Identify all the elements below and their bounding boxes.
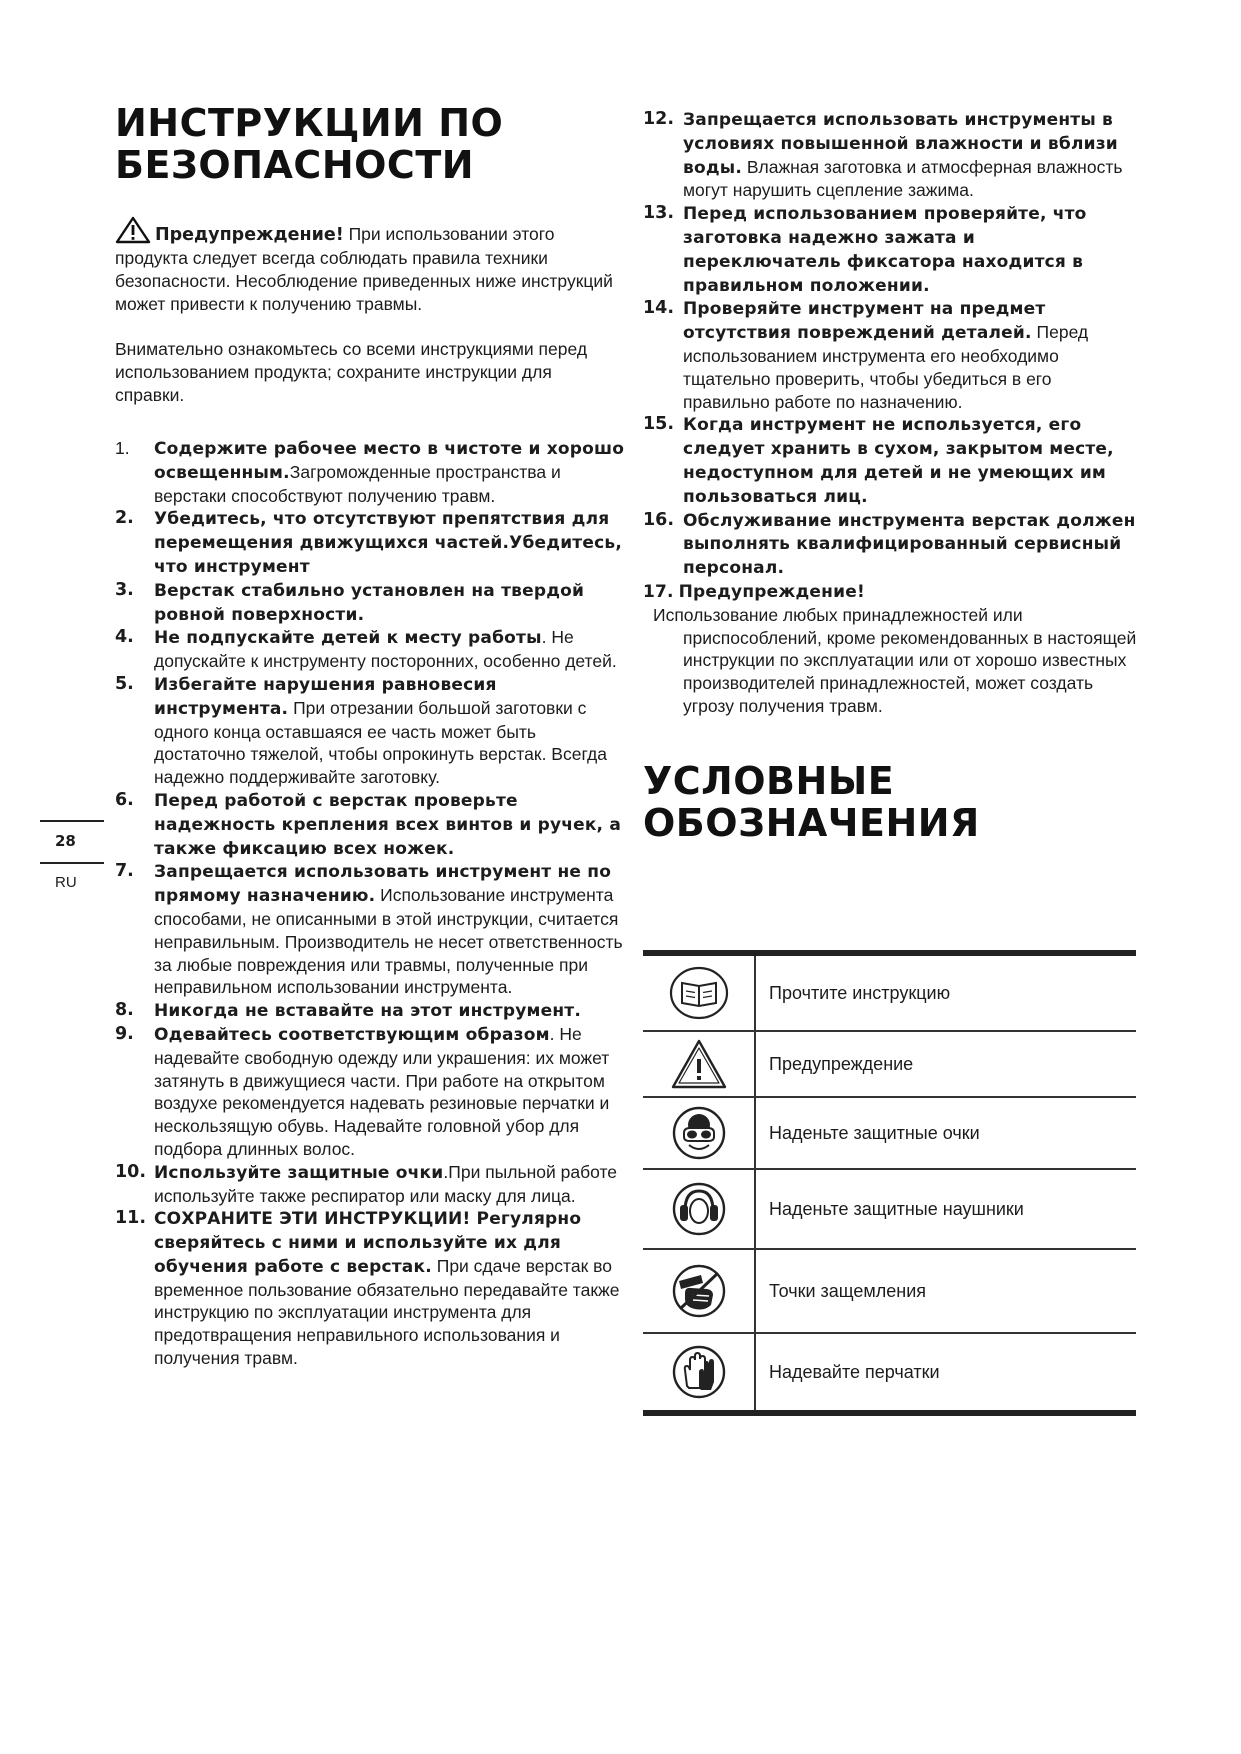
list-item: 9. Одевайтесь соответствующим образом. Не надевайте свободную одежду или украшения: их может затянуть в движущиеся части. При работе на открытом воздухе рекомендуется надевать резиновые перчатки и нескользящую обувь. Надевайте головной убор для подбора длинных волос. <box>115 1023 610 1159</box>
list-item: 4. Не подпускайте детей к месту работы. Не допускайте к инструменту посторонних, особенно детей. <box>115 627 617 672</box>
table-row <box>643 953 1136 1031</box>
right-column <box>643 108 1138 844</box>
page-number: 28 <box>55 832 76 850</box>
list-item: 1. Содержите рабочее место в чистоте и хорошо освещенным.Загроможденные пространства и верстаки способствуют получению травм. <box>115 438 625 506</box>
list-item: 14. Проверяйте инструмент на предмет отсутствия повреждений деталей. Перед использованием инструмента его необходимо тщательно проверить, чтобы убедиться в его правильно работе по назначению. <box>643 298 1089 412</box>
legend-label: Точки защемления <box>755 1249 1136 1333</box>
gloves-icon <box>671 1344 727 1400</box>
safety-title: ИНСТРУКЦИИ ПО БЕЗОПАСНОСТИ <box>115 101 504 187</box>
list-item: 7. Запрещается использовать инструмент не по прямому назначению. Использование инструмента способами, не описанными в этой инструкции, считается неправильным. Производитель не несет ответственность за любые повреждения или травмы, полученные при неправильном использовании инструмента. <box>115 861 623 998</box>
legend-label: Надевайте перчатки <box>755 1333 1136 1413</box>
list-item: 12. Запрещается использовать инструменты в условиях повышенной влажности и вблизи воды. Влажная заготовка и атмосферная влажность могут нарушить сцепление зажима. <box>643 109 1123 201</box>
safety-list <box>115 437 625 1370</box>
intro-paragraph: Внимательно ознакомьтесь со всеми инструкциями перед использованием продукта; сохраните инструкции для справки. <box>115 339 588 405</box>
page-marker <box>40 820 104 891</box>
safety-list-continued <box>643 108 1138 718</box>
ear-protection-icon <box>671 1181 727 1237</box>
safety-glasses-icon <box>671 1105 727 1161</box>
warning-icon <box>115 216 151 244</box>
table-row <box>643 1249 1136 1333</box>
warning-note: Использование любых принадлежностей или приспособлений, кроме рекомендованных в настоящей инструкции по эксплуатации или от хорошо известных производителей принадлежностей, может создать угрозу получения травм. <box>653 604 1137 716</box>
legend-label: Наденьте защитные наушники <box>755 1169 1136 1249</box>
left-column <box>115 102 625 1370</box>
symbols-table <box>643 950 1136 1416</box>
legend-label: Предупреждение <box>755 1031 1136 1097</box>
warning-paragraph: Предупреждение! При использовании этого продукта следует всегда соблюдать правила техники безопасности. Несоблюдение приведенных ниже инструкций может привести к получению травмы. <box>115 216 625 316</box>
table-row <box>643 1097 1136 1169</box>
legend-label: Наденьте защитные очки <box>755 1097 1136 1169</box>
list-item: 10. Используйте защитные очки.При пыльной работе используйте также респиратор или маску для лица. <box>115 1161 618 1206</box>
list-item: 8. Никогда не вставайте на этот инструмент. <box>115 1000 581 1022</box>
symbols-title: УСЛОВНЫЕ ОБОЗНАЧЕНИЯ <box>643 758 980 845</box>
language-code: RU <box>55 874 77 891</box>
table-row <box>643 1031 1136 1097</box>
list-item: 2. Убедитесь, что отсутствуют препятствия для перемещения движущихся частей.Убедитесь, что инструмент <box>115 508 622 577</box>
warning-icon <box>669 1037 729 1091</box>
list-item: 5. Избегайте нарушения равновесия инструмента. При отрезании большой заготовки с одного конца оставшаяся ее часть может быть достаточно тяжелой, чтобы опрокинуть верстак. Всегда надежно поддерживайте заготовку. <box>115 673 607 788</box>
list-item: 3. Верстак стабильно установлен на твердой ровной поверхности. <box>115 579 585 625</box>
table-row <box>643 1333 1136 1413</box>
list-item: 11. СОХРАНИТЕ ЭТИ ИНСТРУКЦИИ! Регулярно сверяйтесь с ними и используйте их для обучения работе с верстак. При сдаче верстак во временное пользование обязательно передавайте также инструкцию по эксплуатации инструмента для предотвращения неправильного использования и получения травм. <box>115 1208 620 1369</box>
legend-label: Прочтите инструкцию <box>755 953 1136 1031</box>
read-manual-icon <box>668 965 730 1021</box>
list-item: 13. Перед использованием проверяйте, что заготовка надежно зажата и переключатель фиксатора находится в правильном положении. <box>643 203 1087 296</box>
list-item: 16. Обслуживание инструмента верстак должен выполнять квалифицированный сервисный персонал. <box>643 509 1136 579</box>
pinch-point-icon <box>671 1263 727 1319</box>
list-item: 15. Когда инструмент не используется, его следует хранить в сухом, закрытом месте, недоступном для детей и не умеющих им пользоваться лиц. <box>643 414 1114 507</box>
list-item: 6. Перед работой с верстак проверьте надежность крепления всех винтов и ручек, а также фиксацию всех ножек. <box>115 789 622 859</box>
list-item: 17. Предупреждение! <box>643 581 865 602</box>
table-row <box>643 1169 1136 1249</box>
